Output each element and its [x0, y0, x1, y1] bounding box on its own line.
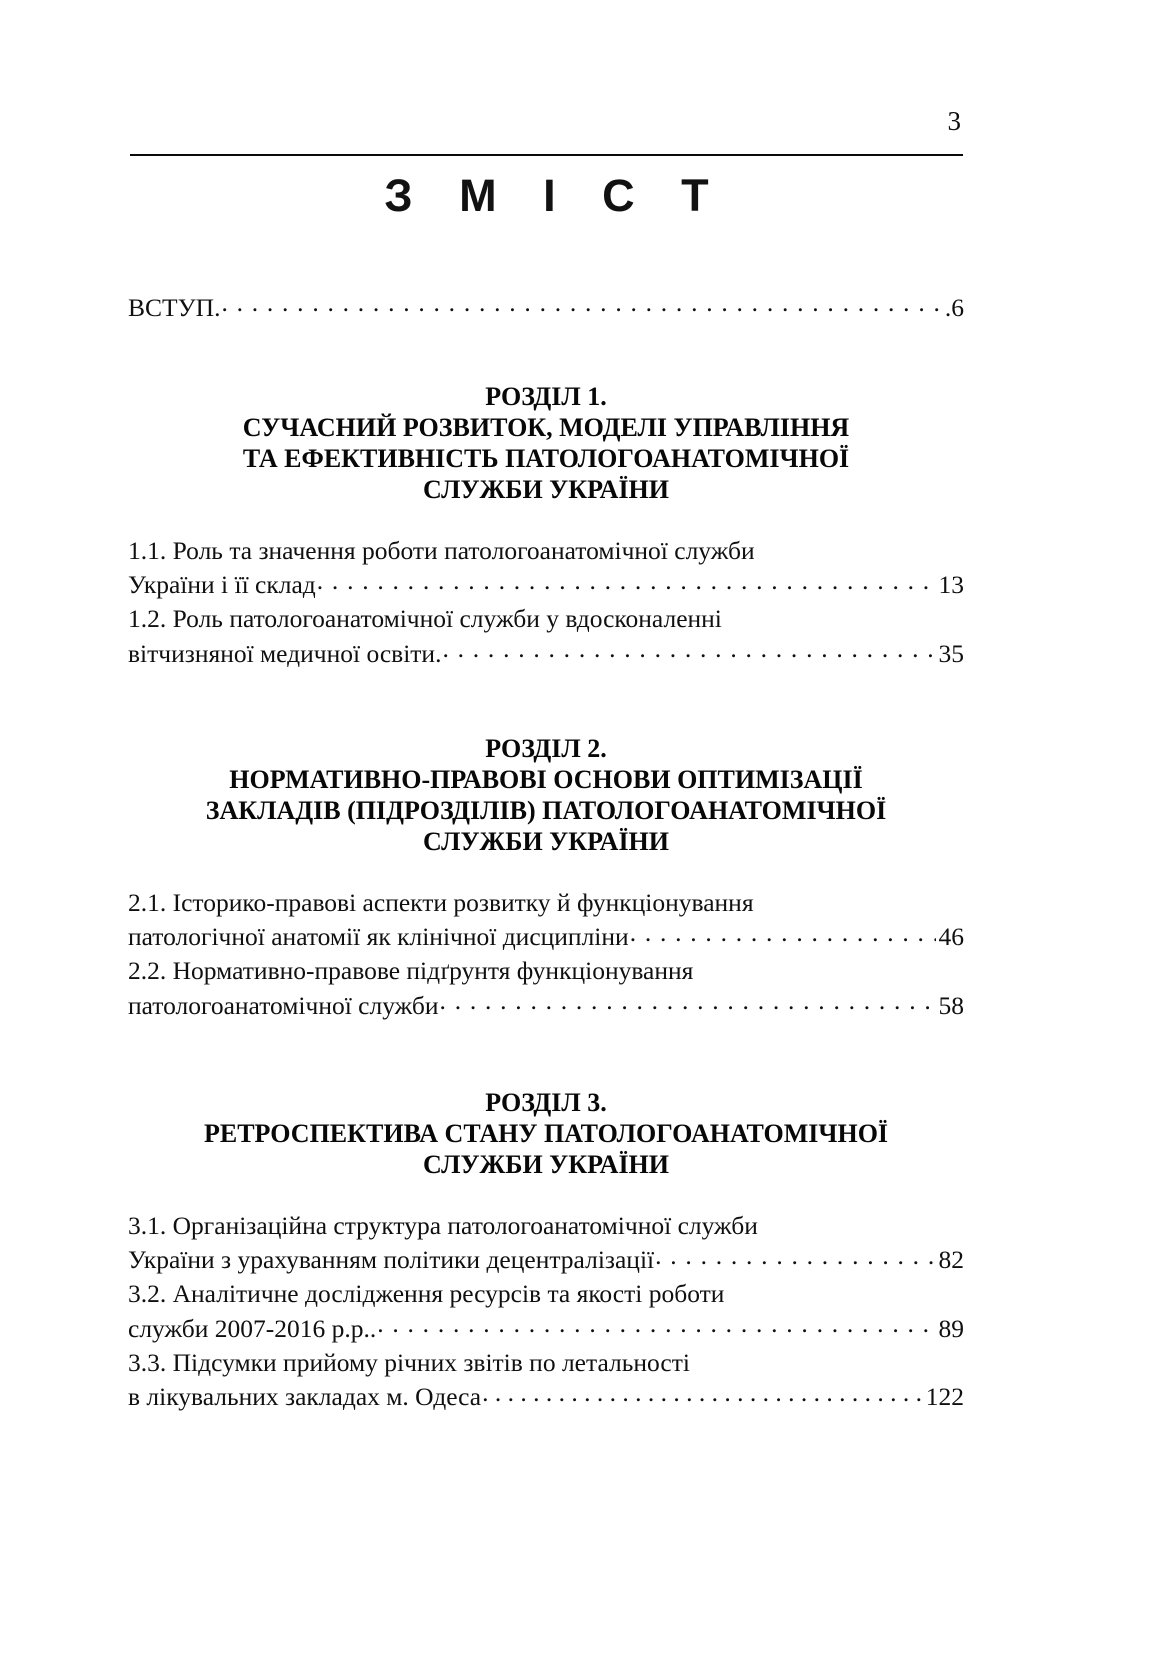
toc-entry-1-2: [128, 602, 964, 671]
toc-entry-text-second-line: України з урахуванням політики децентралізації: [128, 1245, 655, 1274]
chapter-heading-2: [128, 733, 964, 857]
toc-entry-text-second-line: служби 2007-2016 р.р..: [128, 1313, 377, 1343]
toc-entry-page: 13: [938, 570, 964, 599]
toc-entry-3-1: [128, 1209, 964, 1278]
toc-entry-text-first-line: 2.2. Нормативно-правове підґрунтя функціонування: [128, 956, 694, 985]
toc-entry-line: [128, 988, 964, 1023]
spacer: [128, 671, 964, 733]
spacer: [128, 325, 964, 381]
toc-entry-page: 82: [938, 1245, 964, 1274]
dot-leader: [221, 290, 941, 316]
toc-entry-page: .6: [944, 292, 964, 322]
toc-entry-page: 46: [938, 922, 964, 951]
toc-entry-line: [128, 1311, 964, 1346]
toc-entry-line: [128, 290, 964, 325]
toc-entry-line: [128, 568, 964, 603]
dot-leader: [317, 568, 936, 594]
toc-entry-2-2: [128, 954, 964, 1023]
toc-entry-text-second-line: в лікувальних закладах м. Одеса: [128, 1382, 482, 1411]
spacer: [128, 1023, 964, 1087]
chapter-heading-1: [128, 381, 964, 505]
toc-entry-page: 35: [938, 638, 964, 668]
toc-entry-text-second-line: патологоанатомічної служби: [128, 990, 439, 1020]
toc-entry-text-second-line: України і її склад: [128, 570, 316, 599]
toc-entry-2-1: [128, 886, 964, 955]
chapter-title-line-1-1: СУЧАСНИЙ РОЗВИТОК, МОДЕЛІ УПРАВЛІННЯ: [242, 412, 850, 442]
toc-entry-page: 89: [938, 1313, 964, 1343]
toc-entry-text-first-line: 3.3. Підсумки прийому річних звітів по летальності: [128, 1347, 690, 1377]
table-of-contents: [128, 290, 964, 1414]
chapter-block-1: [128, 381, 964, 671]
toc-entry-3-3: [128, 1346, 964, 1415]
chapter-block-2: [128, 733, 964, 1023]
toc-entry-text-first-line: 1.1. Роль та значення роботи патологоанатомічної служби: [128, 535, 755, 565]
folio-page-number: 3: [947, 106, 961, 136]
toc-entry-line: [128, 920, 964, 955]
chapter-number-1: РОЗДІЛ 1.: [485, 381, 607, 411]
chapter-block-3: [128, 1087, 964, 1415]
toc-entry-text-second-line: патологічної анатомії як клінічної дисципліни: [128, 922, 629, 951]
toc-entry-text-first-line: 2.1. Історико-правові аспекти розвитку й функціонування: [128, 887, 754, 917]
toc-entry-front-matter: [128, 290, 964, 325]
chapter-title-line-2-3: СЛУЖБИ УКРАЇНИ: [422, 826, 670, 856]
chapter-items-1: [128, 534, 964, 671]
toc-entry-label: ВСТУП.: [128, 292, 221, 322]
dot-leader: [630, 920, 936, 946]
dot-leader: [377, 1311, 935, 1337]
chapter-heading-3: [128, 1087, 964, 1180]
dot-leader: [442, 636, 935, 662]
dot-leader: [440, 988, 936, 1014]
toc-entry-page: 122: [925, 1382, 964, 1411]
toc-entry-text-first-line: 3.2. Аналітичне дослідження ресурсів та якості роботи: [128, 1279, 725, 1308]
toc-entry-text-first-line: 1.2. Роль патологоанатомічної служби у вдосконаленні: [128, 604, 722, 633]
chapter-title-line-1-3: СЛУЖБИ УКРАЇНИ: [422, 474, 670, 504]
chapter-number-3: РОЗДІЛ 3.: [485, 1087, 607, 1117]
page-header: [130, 108, 963, 156]
chapter-title-line-3-1: РЕТРОСПЕКТИВА СТАНУ ПАТОЛОГОАНАТОМІЧНОЇ: [203, 1118, 889, 1148]
chapter-title-line-2-2: ЗАКЛАДІВ (ПІДРОЗДІЛІВ) ПАТОЛОГОАНАТОМІЧНОЇ: [205, 795, 887, 825]
dot-leader: [482, 1380, 923, 1406]
toc-entry-line: [128, 1243, 964, 1278]
toc-entry-3-2: [128, 1277, 964, 1346]
chapter-title-line-1-2: ТА ЕФЕКТИВНІСТЬ ПАТОЛОГОАНАТОМІЧНОЇ: [242, 443, 850, 473]
toc-entry-line: [128, 1380, 964, 1415]
toc-entry-page: 58: [938, 990, 964, 1020]
page-title: З М І С Т: [384, 170, 726, 221]
dot-leader: [655, 1243, 935, 1269]
chapter-number-2: РОЗДІЛ 2.: [485, 733, 607, 763]
toc-entry-text-first-line: 3.1. Організаційна структура патологоанатомічної служби: [128, 1210, 758, 1240]
chapter-items-3: [128, 1209, 964, 1415]
toc-entry-1-1: [128, 534, 964, 603]
toc-entry-line: [128, 636, 964, 671]
toc-entry-text-second-line: вітчизняної медичної освіти.: [128, 638, 442, 668]
header-rule: [130, 154, 963, 156]
chapter-title-line-3-2: СЛУЖБИ УКРАЇНИ: [422, 1149, 670, 1179]
chapter-title-line-2-1: НОРМАТИВНО-ПРАВОВІ ОСНОВИ ОПТИМІЗАЦІЇ: [229, 764, 863, 794]
chapter-items-2: [128, 886, 964, 1023]
